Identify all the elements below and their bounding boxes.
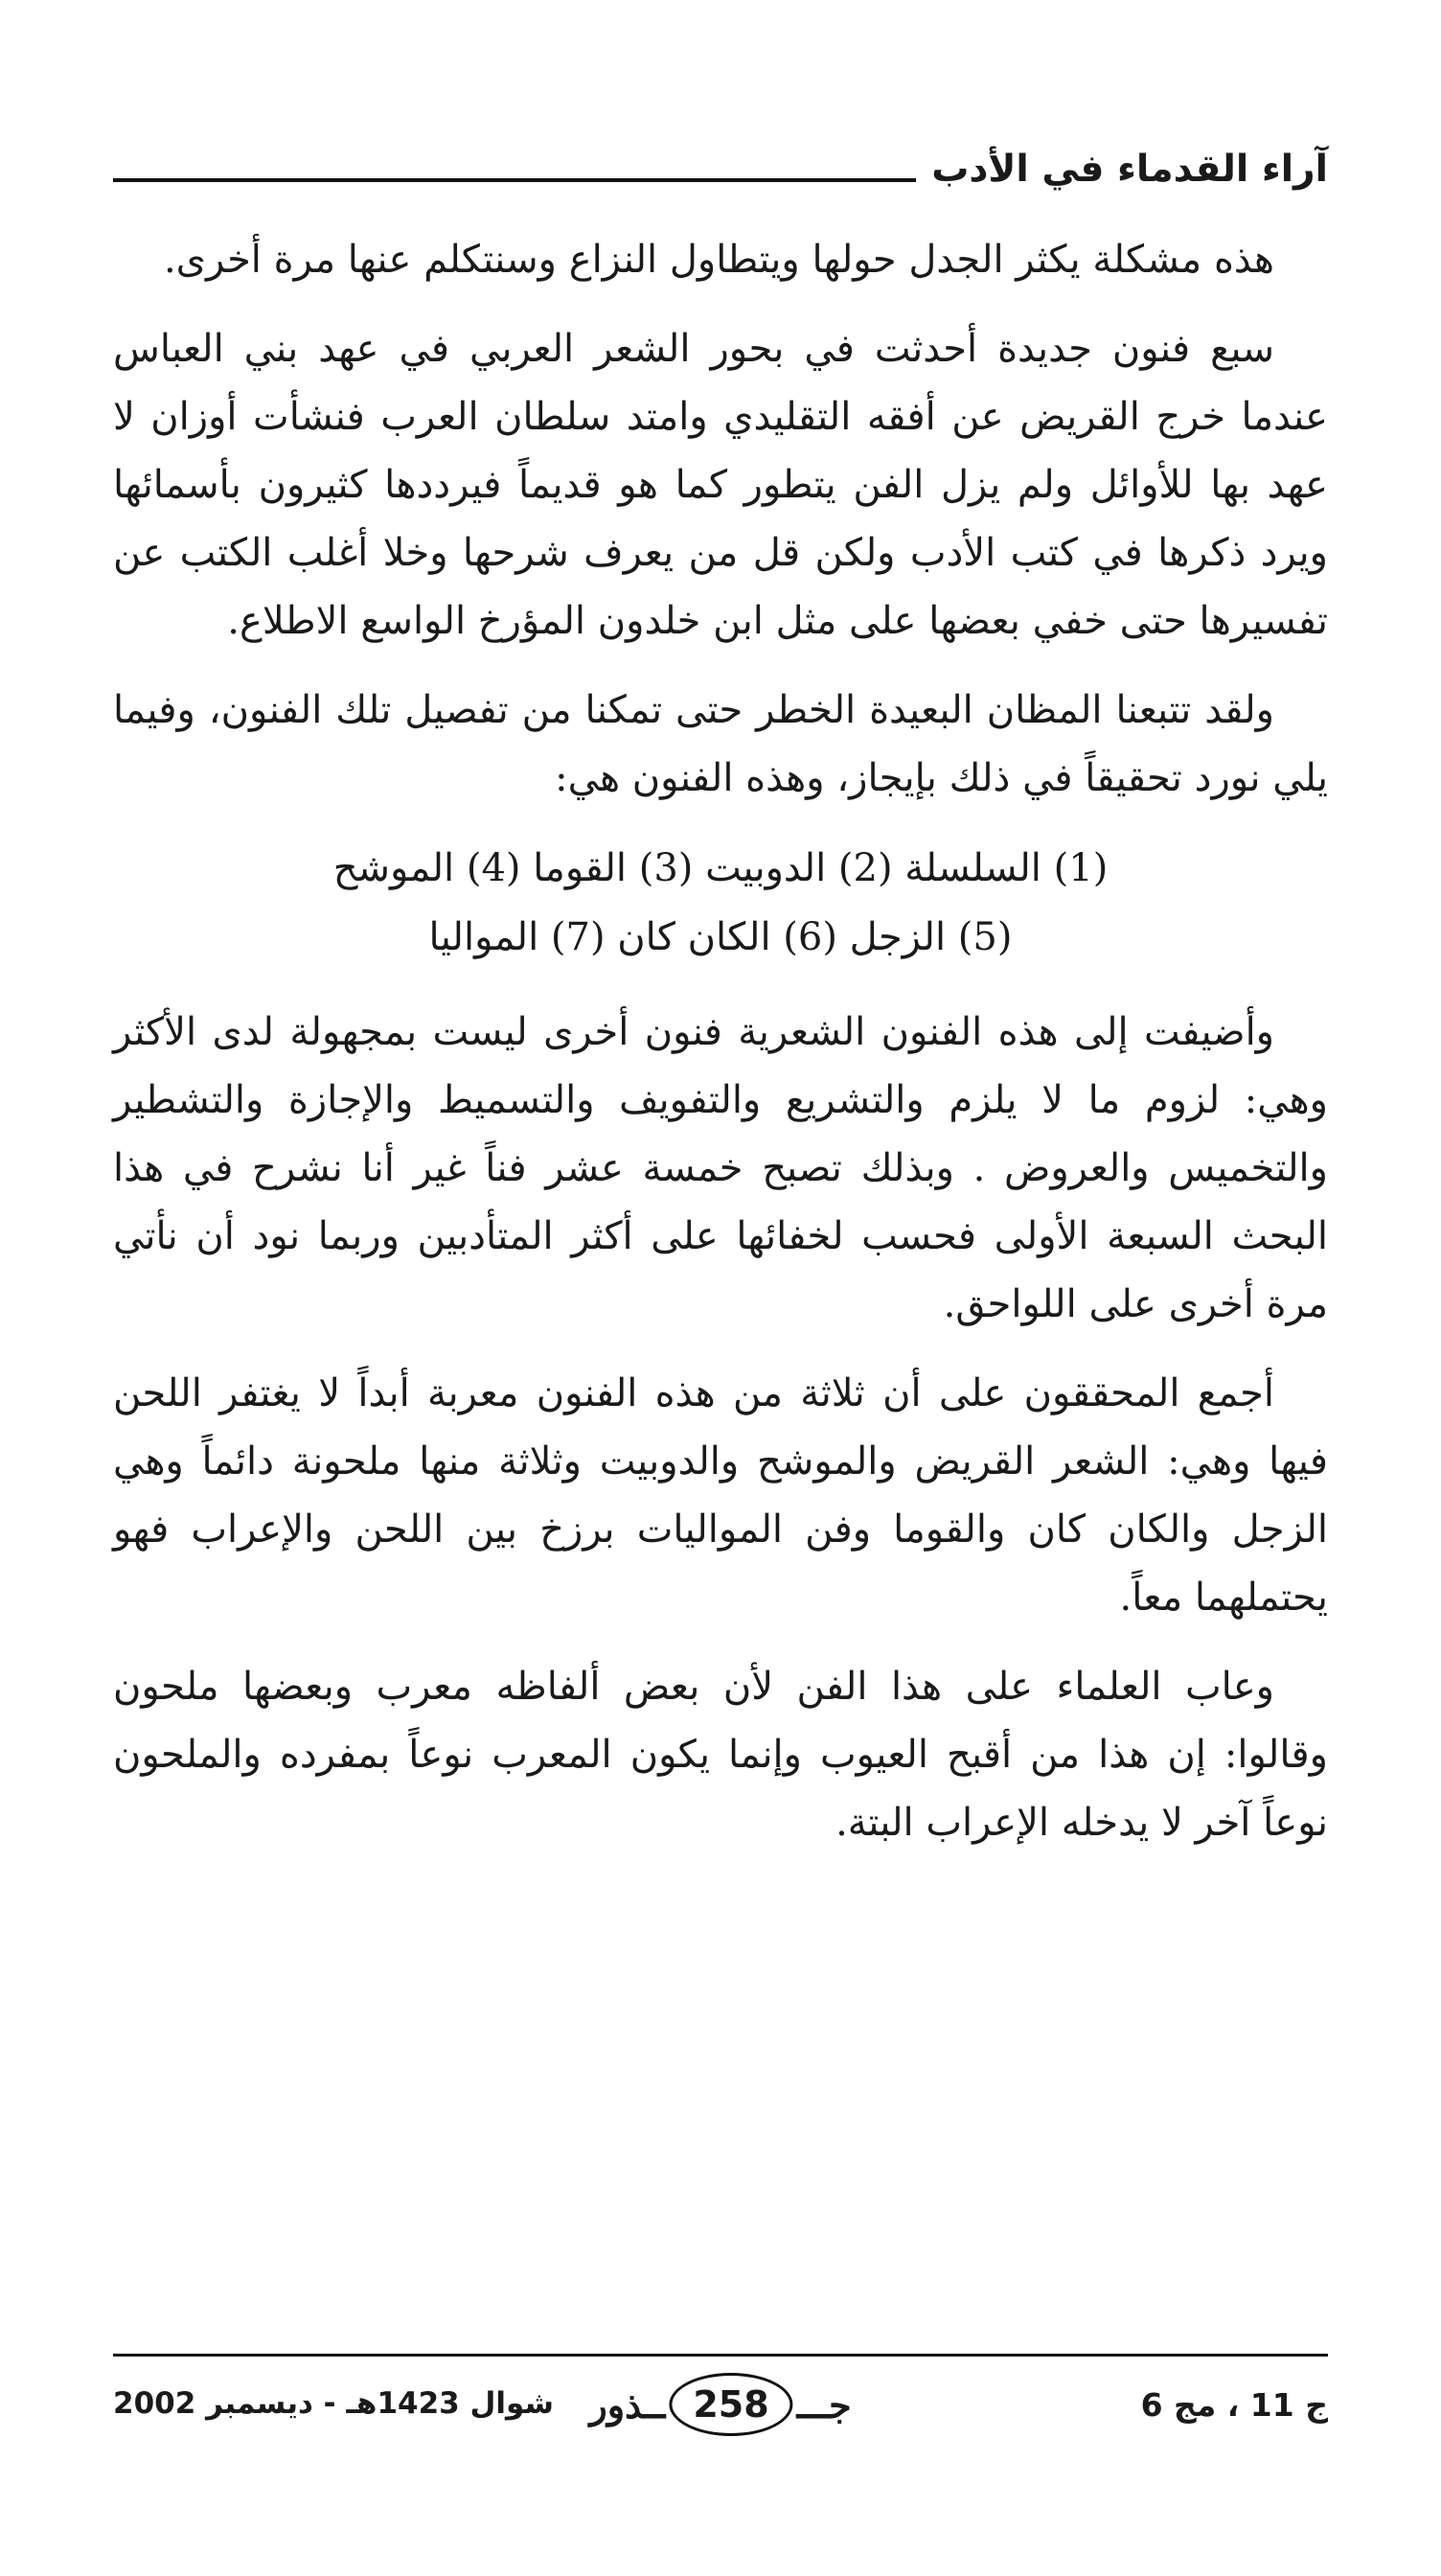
paragraph: سبع فنون جديدة أحدثت في بحور الشعر العربي في عهد بني العباس عندما خرج القريض عن أفقه التقليدي وامتد سلطان العرب فنشأت أوزان لا عهد بها للأوائل ولم يزل الفن يتطور كما هو قديماً فيرددها كثيرون بأسمائها ويرد ذكرها في كتب الأدب ولكن قل من يعرف شرحها وخلا أغلب الكتب عن تفسيرها حتى خفي بعضها على مثل ابن خلدون المؤرخ الواسع الاطلاع. — [113, 327, 1328, 643]
arts-list-line: (5) الزجل (6) الكان كان (7) المواليا — [428, 915, 1013, 959]
journal-name-part: جـــ — [796, 2382, 852, 2426]
body-text — [113, 226, 1328, 1878]
page-footer — [113, 2373, 1328, 2440]
paragraph: وأضيفت إلى هذه الفنون الشعرية فنون أخرى ليست بمجهولة لدى الأكثر وهي: لزوم ما لا يلزم والتشريع والتفويف والتسميط والإجازة والتشطير والتخميس والعروض . وبذلك تصبح خمسة عشر فناً غير أنا نشرح في هذا البحث السبعة الأولى فحسب لخفائها على أكثر المتأدبين وربما نود أن نأتي مرة أخرى على اللواحق. — [113, 1010, 1328, 1326]
paragraph: أجمع المحققون على أن ثلاثة من هذه الفنون معربة أبداً لا يغتفر اللحن فيها وهي: الشعر القريض والموشح والدوبيت وثلاثة منها ملحونة دائماً وهي الزجل والكان كان والقوما وفن المواليات برزخ بين اللحن والإعراب فهو يحتملهما معاً. — [113, 1371, 1328, 1620]
page-number: 258 — [669, 2373, 792, 2436]
journal-name-part: ــذور — [589, 2382, 666, 2426]
header-rule — [113, 178, 916, 182]
footer-rule — [113, 2354, 1328, 2357]
footer-issue: ج 11 ، مج 6 — [1140, 2386, 1328, 2424]
running-title: آراء القدماء في الأدب — [931, 148, 1328, 191]
paragraph: هذه مشكلة يكثر الجدل حولها ويتطاول النزاع وسنتكلم عنها مرة أخرى. — [163, 238, 1274, 282]
running-header — [113, 113, 1328, 190]
paragraph: ولقد تتبعنا المظان البعيدة الخطر حتى تمكنا من تفصيل تلك الفنون، وفيما يلي نورد تحقيقاً في ذلك بإيجاز، وهذه الفنون هي: — [113, 688, 1328, 800]
footer-date: شوال 1423هـ - ديسمبر 2002 — [113, 2386, 554, 2421]
footer-journal-name — [585, 2373, 855, 2436]
arts-list — [113, 834, 1328, 972]
arts-list-line: (1) السلسلة (2) الدوبيت (3) القوما (4) الموشح — [332, 846, 1109, 890]
paragraph: وعاب العلماء على هذا الفن لأن بعض ألفاظه معرب وبعضها ملحون وقالوا: إن هذا من أقبح العيوب وإنما يكون المعرب نوعاً بمفرده والملحون نوعاً آخر لا يدخله الإعراب البتة. — [113, 1665, 1328, 1845]
